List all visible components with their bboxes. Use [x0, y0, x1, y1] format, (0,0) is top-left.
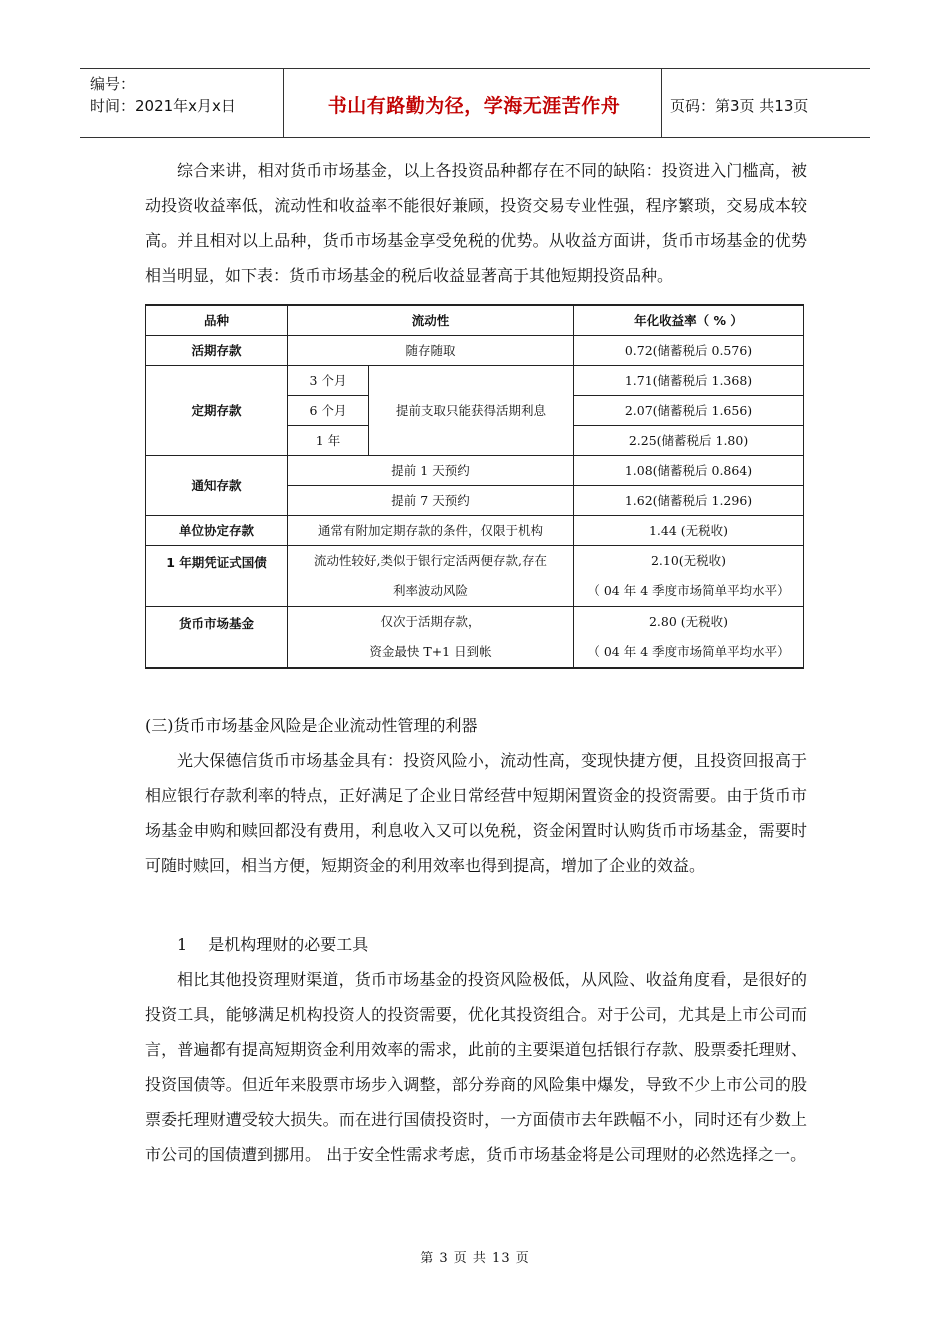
table-row [146, 516, 804, 546]
body-paragraph: 相比其他投资理财渠道，货币市场基金的投资风险极低，从风险、收益角度看，是很好的投资工具，能够满足机构投资人的投资需要，优化其投资组合。对于公司，尤其是上市公司而言，普遍都有提高短期资金利用效率的需求，此前的主要渠道包括银行存款、股票委托理财、投资国债等。但近年来股票市场步入调整，部分券商的风险集中爆发，导致不少上市公司的股票委托理财遭受较大损失。而在进行国债投资时，一方面债市去年跌幅不小，同时还有少数上市公司的国债遭到挪用。 出于安全性需求考虑，货币市场基金将是公司理财的必然选择之一。 [145, 970, 807, 1164]
yield-line: （ 04 年 4 季度市场简单平均水平） [587, 644, 790, 659]
table-row [146, 366, 804, 396]
yield-cell [574, 607, 804, 669]
yield-cell: 1.44 (无税收) [574, 516, 804, 546]
table-header-row [146, 305, 804, 336]
yield-line: 2.10(无税收) [650, 553, 727, 568]
term-cell: 6 个月 [288, 396, 369, 426]
liquidity-cell [288, 607, 574, 669]
header-cell-product: 品种 [146, 305, 288, 336]
body-paragraph: 光大保德信货币市场基金具有：投资风险小，流动性高，变现快捷方便，且投资回报高于相应银行存款利率的特点，正好满足了企业日常经营中短期闲置资金的投资需要。由于货币市场基金申购和赎回都没有费用，利息收入又可以免税，资金闲置时认购货币市场基金，需要时可随时赎回，相当方便，短期资金的利用效率也得到提高，增加了企业的效益。 [145, 751, 807, 875]
liquidity-line: 资金最快 T+1 日到帐 [369, 644, 492, 659]
product-name: 单位协定存款 [146, 516, 288, 546]
page-footer: 第 3 页 共 13 页 [420, 1251, 530, 1266]
product-name: 1 年期凭证式国债 [146, 546, 288, 607]
yield-cell [574, 546, 804, 607]
table-row [146, 607, 804, 669]
liquidity-line: 利率波动风险 [393, 583, 469, 598]
yield-cell: 1.08(储蓄税后 0.864) [574, 456, 804, 486]
yield-cell: 2.07(储蓄税后 1.656) [574, 396, 804, 426]
header-divider [283, 69, 284, 137]
table-row [146, 456, 804, 486]
liquidity-cell: 提前 7 天预约 [288, 486, 574, 516]
header-meta [90, 73, 236, 117]
yield-cell: 1.62(储蓄税后 1.296) [574, 486, 804, 516]
section-heading: (三)货币市场基金风险是企业流动性管理的利器 [145, 716, 478, 735]
term-cell: 3 个月 [288, 366, 369, 396]
header-cell-liquidity: 流动性 [288, 305, 574, 336]
product-name: 货币市场基金 [146, 607, 288, 669]
product-name: 定期存款 [146, 366, 288, 456]
header-page-info: 页码：第3页 共13页 [670, 97, 809, 115]
yield-line: （ 04 年 4 季度市场简单平均水平） [587, 583, 790, 598]
liquidity-cell: 通常有附加定期存款的条件，仅限于机构 [288, 516, 574, 546]
table-row [146, 336, 804, 366]
term-cell: 1 年 [288, 426, 369, 456]
liquidity-cell [288, 546, 574, 607]
header-cell-yield: 年化收益率（ % ） [574, 305, 804, 336]
yield-cell: 1.71(储蓄税后 1.368) [574, 366, 804, 396]
subsection-heading: 1 是机构理财的必要工具 [177, 935, 369, 954]
intro-paragraph: 综合来讲，相对货币市场基金，以上各投资品种都存在不同的缺陷：投资进入门槛高，被动投资收益率低，流动性和收益率不能很好兼顾，投资交易专业性强，程序繁琐，交易成本较高。并且相对以上品种，货币市场基金享受免税的优势。从收益方面讲，货币市场基金的优势相当明显，如下表：货币市场基金的税后收益显著高于其他短期投资品种。 [145, 161, 807, 285]
investment-comparison-table [145, 304, 804, 669]
liquidity-cell: 提前支取只能获得活期利息 [369, 366, 574, 456]
number-label: 编号： [90, 75, 136, 93]
product-name: 活期存款 [146, 336, 288, 366]
table-row [146, 546, 804, 607]
liquidity-cell: 随存随取 [288, 336, 574, 366]
page-header [80, 68, 870, 138]
liquidity-cell: 提前 1 天预约 [288, 456, 574, 486]
time-label: 时间：2021年x月x日 [90, 97, 236, 115]
yield-cell: 0.72(储蓄税后 0.576) [574, 336, 804, 366]
yield-cell: 2.25(储蓄税后 1.80) [574, 426, 804, 456]
liquidity-line: 仅次于活期存款， [380, 614, 481, 629]
yield-line: 2.80 (无税收) [648, 614, 729, 629]
liquidity-line: 流动性较好,类似于银行定活两便存款,存在 [314, 553, 547, 568]
product-name: 通知存款 [146, 456, 288, 516]
header-motto: 书山有路勤为径，学海无涯苦作舟 [327, 95, 621, 117]
